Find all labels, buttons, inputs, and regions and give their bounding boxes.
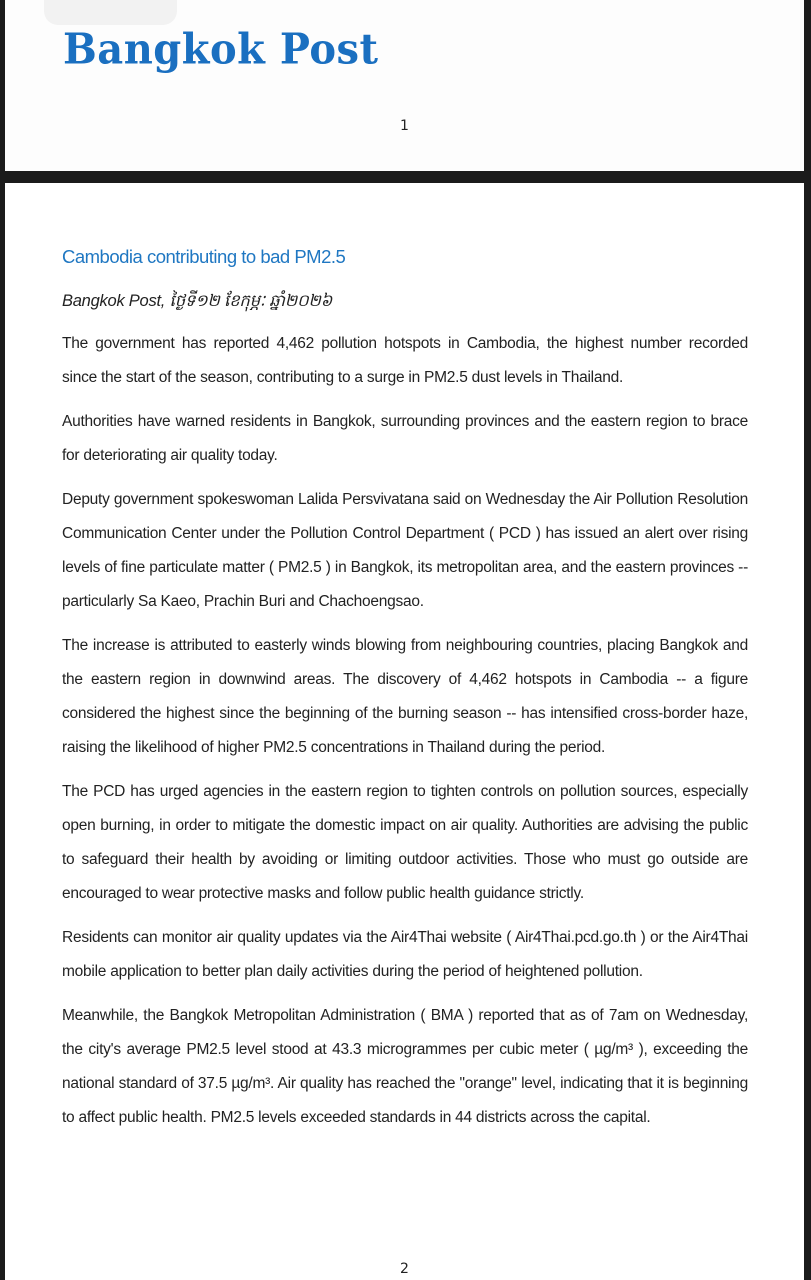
article-paragraph: Meanwhile, the Bangkok Metropolitan Administration ( BMA ) reported that as of 7am on Wednesday, the city's average PM2.5 level stood at 43.3 microgrammes per cubic meter ( µg/m³ ), exceeding the national standard of 37.5 µg/m³. Air quality has reached the "orange" level, indicating that it is beginning to affect public health. PM2.5 levels exceeded standards in 44 districts across the capital. [62, 1007, 748, 1126]
article-paragraph: Deputy government spokeswoman Lalida Persvivatana said on Wednesday the Air Pollution Resolution Communication Center under the Pollution Control Department ( PCD ) has issued an alert over rising levels of fine particulate matter ( PM2.5 ) in Bangkok, its metropolitan area, and the eastern provinces -- particularly Sa Kaeo, Prachin Buri and Chachoengsao. [62, 491, 748, 610]
article-paragraph: Residents can monitor air quality updates via the Air4Thai website ( Air4Thai.pcd.go.th ) or the Air4Thai mobile application to better plan daily activities during the period of heightened pollution. [62, 929, 748, 980]
article-paragraph: The government has reported 4,462 pollution hotspots in Cambodia, the highest number recorded since the start of the season, contributing to a surge in PM2.5 dust levels in Thailand. [62, 335, 748, 386]
article-byline: Bangkok Post, ថ្ងៃទី១២ ខែកុម្ភៈ ឆ្នាំ២០២៦ [62, 292, 333, 310]
article-headline: Cambodia contributing to bad PM2.5 [62, 246, 346, 267]
document-page-1 [5, 0, 804, 171]
page-number-2: 2 [400, 1261, 409, 1277]
article-paragraph: The PCD has urged agencies in the eastern region to tighten controls on pollution sources, especially open burning, in order to mitigate the domestic impact on air quality. Authorities are advising the public to safeguard their health by avoiding or limiting outdoor activities. Those who must go outside are encouraged to wear protective masks and follow public health guidance strictly. [62, 783, 748, 902]
article [62, 243, 748, 1145]
page-indicator-pill [44, 0, 177, 25]
document-page-2 [5, 183, 804, 1280]
article-paragraph: Authorities have warned residents in Bangkok, surrounding provinces and the eastern region to brace for deteriorating air quality today. [62, 413, 748, 464]
bangkok-post-logo: Bangkok Post [63, 24, 379, 75]
page-number-1: 1 [400, 118, 409, 134]
article-paragraph: The increase is attributed to easterly winds blowing from neighbouring countries, placing Bangkok and the eastern region in downwind areas. The discovery of 4,462 hotspots in Cambodia -- a figure considered the highest since the beginning of the burning season -- has intensified cross-border haze, raising the likelihood of higher PM2.5 concentrations in Thailand during the period. [62, 637, 748, 756]
